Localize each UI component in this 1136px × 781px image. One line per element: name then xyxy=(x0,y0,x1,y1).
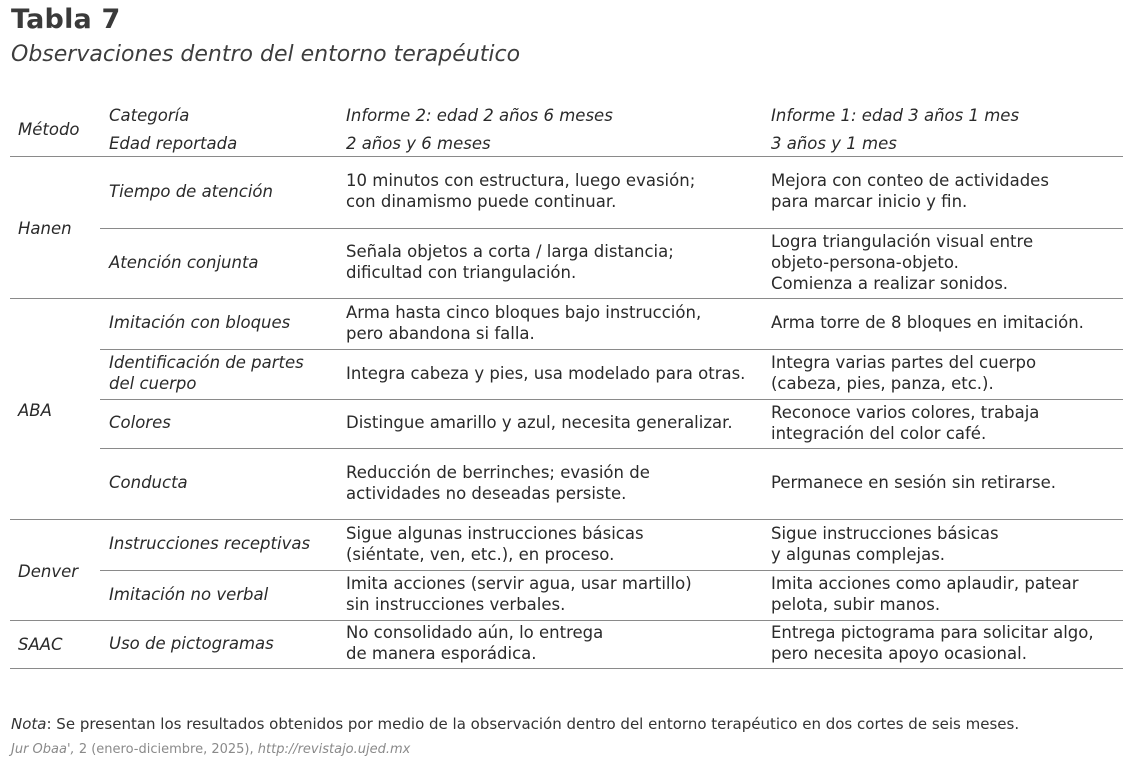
note-label: Nota xyxy=(11,715,47,733)
informe-1-cell: (cabeza, pies, panza, etc.). xyxy=(771,374,994,393)
informe-2-cell: Reducción de berrinches; evasión de xyxy=(346,462,650,482)
header-edad-reportada: Edad reportada xyxy=(109,134,238,153)
note-text: : Se presentan los resultados obtenidos por medio de la observación dentro del entorno terapéutico en dos cortes de seis meses. xyxy=(46,715,1020,733)
method-denver: Denver xyxy=(18,562,79,581)
informe-1-cell: y algunas complejas. xyxy=(771,544,946,564)
informe-2-cell: Imita acciones (servir agua, usar martillo) xyxy=(346,574,692,593)
citation-issue: 2 (enero-diciembre, 2025), xyxy=(74,742,258,757)
rule-row xyxy=(100,228,1123,229)
category-cell: Imitación no verbal xyxy=(109,584,269,604)
informe-2-cell: Integra cabeza y pies, usa modelado para otras. xyxy=(346,363,746,383)
method-hanen: Hanen xyxy=(18,219,72,238)
informe-2-cell: (siéntate, ven, etc.), en proceso. xyxy=(346,544,615,564)
citation-journal: Jur Obaa', xyxy=(11,742,75,757)
table-subtitle: Observaciones dentro del entorno terapéutico xyxy=(11,42,521,67)
category-cell: Instrucciones receptivas xyxy=(109,534,311,553)
header-informe-1-edad: 3 años y 1 mes xyxy=(771,134,897,153)
informe-1-cell: Logra triangulación visual entre xyxy=(771,231,1034,251)
rule-bottom xyxy=(10,668,1123,669)
informe-2-cell: No consolidado aún, lo entrega xyxy=(346,623,604,642)
informe-1-cell: Arma torre de 8 bloques en imitación. xyxy=(771,313,1084,332)
informe-1-cell: Sigue instrucciones básicas xyxy=(771,523,999,543)
informe-1-cell: pelota, subir manos. xyxy=(771,595,941,614)
informe-1-cell: Entrega pictograma para solicitar algo, xyxy=(771,623,1094,642)
citation-url[interactable]: http://revistajo.ujed.mx xyxy=(257,742,411,757)
informe-1-cell: Mejora con conteo de actividades xyxy=(771,171,1049,190)
informe-2-cell: sin instrucciones verbales. xyxy=(346,595,566,614)
category-cell: Atención conjunta xyxy=(109,252,259,272)
header-informe-1: Informe 1: edad 3 años 1 mes xyxy=(771,106,1020,125)
method-aba: ABA xyxy=(18,401,52,420)
informe-2-cell: con dinamismo puede continuar. xyxy=(346,192,617,211)
rule-row xyxy=(100,448,1123,449)
header-metodo: Método xyxy=(18,120,80,139)
category-cell: Identificación de partes xyxy=(109,353,304,372)
informe-2-cell: 10 minutos con estructura, luego evasión; xyxy=(346,171,696,190)
informe-1-cell: Comienza a realizar sonidos. xyxy=(771,273,1009,293)
informe-2-cell: Sigue algunas instrucciones básicas xyxy=(346,523,644,543)
rule-row xyxy=(100,349,1123,350)
informe-1-cell: Reconoce varios colores, trabaja xyxy=(771,402,1040,422)
rule-group xyxy=(10,298,1123,299)
table-title: Tabla 7 xyxy=(11,4,121,35)
category-cell: Uso de pictogramas xyxy=(109,633,274,653)
category-cell: Imitación con bloques xyxy=(109,313,291,332)
header-informe-2: Informe 2: edad 2 años 6 meses xyxy=(346,106,613,125)
category-cell: Conducta xyxy=(109,473,188,492)
informe-2-cell: Distingue amarillo y azul, necesita generalizar. xyxy=(346,413,733,432)
rule-group xyxy=(10,620,1123,621)
header-categoria: Categoría xyxy=(109,106,190,125)
header-informe-2-edad: 2 años y 6 meses xyxy=(346,134,491,153)
informe-2-cell: Señala objetos a corta / larga distancia; xyxy=(346,242,674,261)
informe-1-cell: Imita acciones como aplaudir, patear xyxy=(771,574,1079,593)
rule-group xyxy=(10,519,1123,520)
category-cell: Colores xyxy=(109,413,171,432)
rule-header xyxy=(10,156,1123,157)
method-saac: SAAC xyxy=(18,635,63,654)
informe-1-cell: Permanece en sesión sin retirarse. xyxy=(771,473,1057,492)
informe-1-cell: objeto-persona-objeto. xyxy=(771,252,959,272)
informe-1-cell: Integra varias partes del cuerpo xyxy=(771,353,1037,372)
informe-1-cell: para marcar inicio y fin. xyxy=(771,192,968,211)
table-note xyxy=(11,715,1019,733)
category-cell: Tiempo de atención xyxy=(109,181,273,201)
informe-2-cell: dificultad con triangulación. xyxy=(346,263,577,282)
rule-row xyxy=(100,399,1123,400)
informe-1-cell: integración del color café. xyxy=(771,423,987,443)
category-cell: del cuerpo xyxy=(109,374,197,393)
informe-2-cell: Arma hasta cinco bloques bajo instrucción, xyxy=(346,302,702,322)
informe-2-cell: de manera esporádica. xyxy=(346,644,537,663)
informe-2-cell: pero abandona si falla. xyxy=(346,323,535,343)
informe-2-cell: actividades no deseadas persiste. xyxy=(346,483,627,503)
informe-1-cell: pero necesita apoyo ocasional. xyxy=(771,644,1027,663)
citation xyxy=(11,742,410,757)
rule-row xyxy=(100,570,1123,571)
